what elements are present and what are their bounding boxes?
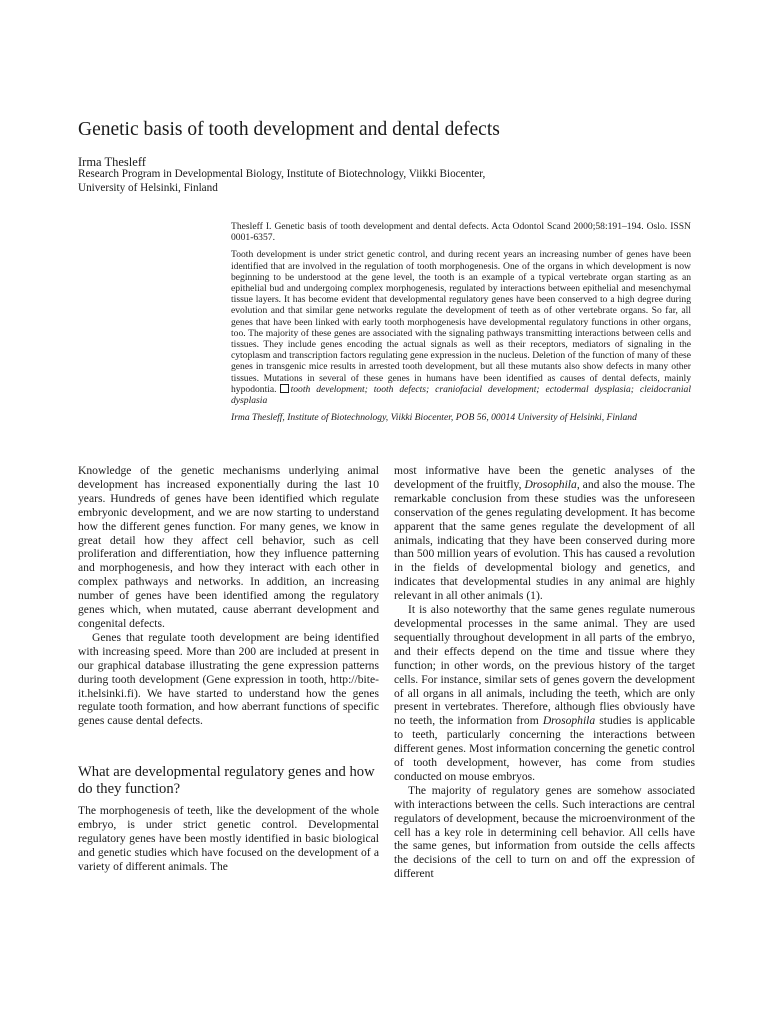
affiliation-line-2: University of Helsinki, Finland — [78, 181, 218, 194]
right-column — [394, 464, 695, 881]
section-heading: What are developmental regulatory genes and how do they function? — [78, 764, 375, 797]
abstract-body: Tooth development is under strict genetic control, and during recent years an increasing number of genes have been identified that are involved in the regulation of tooth morphogenesis. One of the organs in which development is now beginning to be understood at the gene level, the tooth is an example of a typical vertebrate organ starting as an epithelial bud and undergoing complex morphogenesis, regulated by interactions between epithelial and mesenchymal tissue layers. It has become evident that developmental regulatory genes have been conserved to a high degree during evolution and that similar gene networks regulate the development of teeth as of other vertebrate organs. So far, all genes that have been linked with early tooth morphogenesis have developmental regulatory functions in other organs, too. The majority of these genes are associated with the signaling pathways transmitting interactions between cells and tissues. They include genes encoding the actual signals as well as their receptors, mediators of signaling in the cytoplasm and transcription factors regulating gene expression in the nucleus. Deletion of the function of many of these genes in transgenic mice results in arrested tooth development, but all these mutants also show defects in many other tissues. Mutations in several of these genes in humans have been identified as causes of dental defects, mainly hypodontia. — [231, 249, 691, 395]
text-run: It is also noteworthy that the same genes regulate numerous developmental processes in the same animal. They are used sequentially throughout development in all parts of the embryo, and their effects depend on the time and tissue where they function; in other words, on the previous history of the target cells. For instance, similar sets of genes govern the development of all organs in all animals, including the teeth, which are only present in vertebrates. Therefore, although flies obviously have no teeth, the information from — [394, 603, 695, 728]
body-paragraph: The morphogenesis of teeth, like the development of the whole embryo, is under strict genetic control. Developmental regulatory genes have been mostly identified in basic biological and genetic studies which have focused on the development of a variety of different animals. The — [78, 804, 379, 873]
text-run: studies is applicable to teeth, particularly concerning the interactions between different genes. Most information concerning the genetic control of tooth development, however, has come from studies conducted on mouse embryos. — [394, 714, 695, 783]
author-name: Irma Thesleff — [78, 155, 146, 169]
text-run: most informative have been the genetic analyses of the development of the fruitfly, — [394, 464, 695, 491]
text-run: , and also the mouse. The remarkable conclusion from these studies was the unforeseen conservation of the genes regulating development. It has become apparent that the same genes regulate the development of all animals, indicating that they have been conserved during more than 500 million years of evolution. This has caused a revolution in the fields of developmental biology and genetics, and indicates that developmental studies in any animal are highly relevant in all other animals (1). — [394, 477, 696, 603]
keywords: tooth development; tooth defects; craniofacial development; ectodermal dysplasia; cleidocranial dysplasia — [231, 383, 691, 407]
abstract-text — [231, 249, 691, 406]
author-affiliation — [78, 168, 598, 195]
italic-term: Drosophila — [524, 477, 577, 491]
left-column — [78, 464, 379, 874]
correspondence-address: Irma Thesleff, Institute of Biotechnology, Viikki Biocenter, POB 56, 00014 University of Helsinki, Finland — [231, 412, 637, 424]
italic-term: Drosophila — [542, 714, 596, 728]
abstract-block — [231, 221, 691, 423]
body-paragraph: Knowledge of the genetic mechanisms underlying animal development has increased exponentially during the last 10 years. Hundreds of genes have been identified which regulate embryonic development, and we are now starting to understand how the different genes function. For many genes, we know in great detail how they affect cell behavior, such as cell proliferation and differentiation, how they influence patterning and morphogenesis, and how they interact with each other in complex pathways and networks. In addition, an increasing number of genes have been identified among the regulatory genes which, when mutated, cause aberrant development and congenital defects. — [78, 464, 379, 630]
affiliation-line-1: Research Program in Developmental Biology, Institute of Biotechnology, Viikki Biocenter, — [78, 168, 486, 180]
body-paragraph — [394, 603, 695, 784]
keyword-box-icon — [280, 384, 289, 393]
paper-title: Genetic basis of tooth development and dental defects — [78, 119, 500, 140]
citation: Thesleff I. Genetic basis of tooth development and dental defects. Acta Odontol Scand 2000;58:191–194. Oslo. ISSN 0001-6357. — [231, 221, 691, 244]
body-paragraph: The majority of regulatory genes are somehow associated with interactions between the cells. Such interactions are central regulators of development, because the microenvironment of the cell has a key role in determining cell behavior. All cells have the same genes, but information from outside the cells affects the decisions of the cell to turn on and off the expression of different — [394, 783, 695, 881]
body-paragraph — [394, 464, 695, 603]
body-paragraph: Genes that regulate tooth development are being identified with increasing speed. More than 200 are included at present in our graphical database illustrating the gene expression patterns during tooth development (Gene expression in tooth, http://bite-it.helsinki.fi). We have started to understand how the genes regulate tooth formation, and how aberrant functions of specific genes cause dental defects. — [78, 630, 379, 728]
